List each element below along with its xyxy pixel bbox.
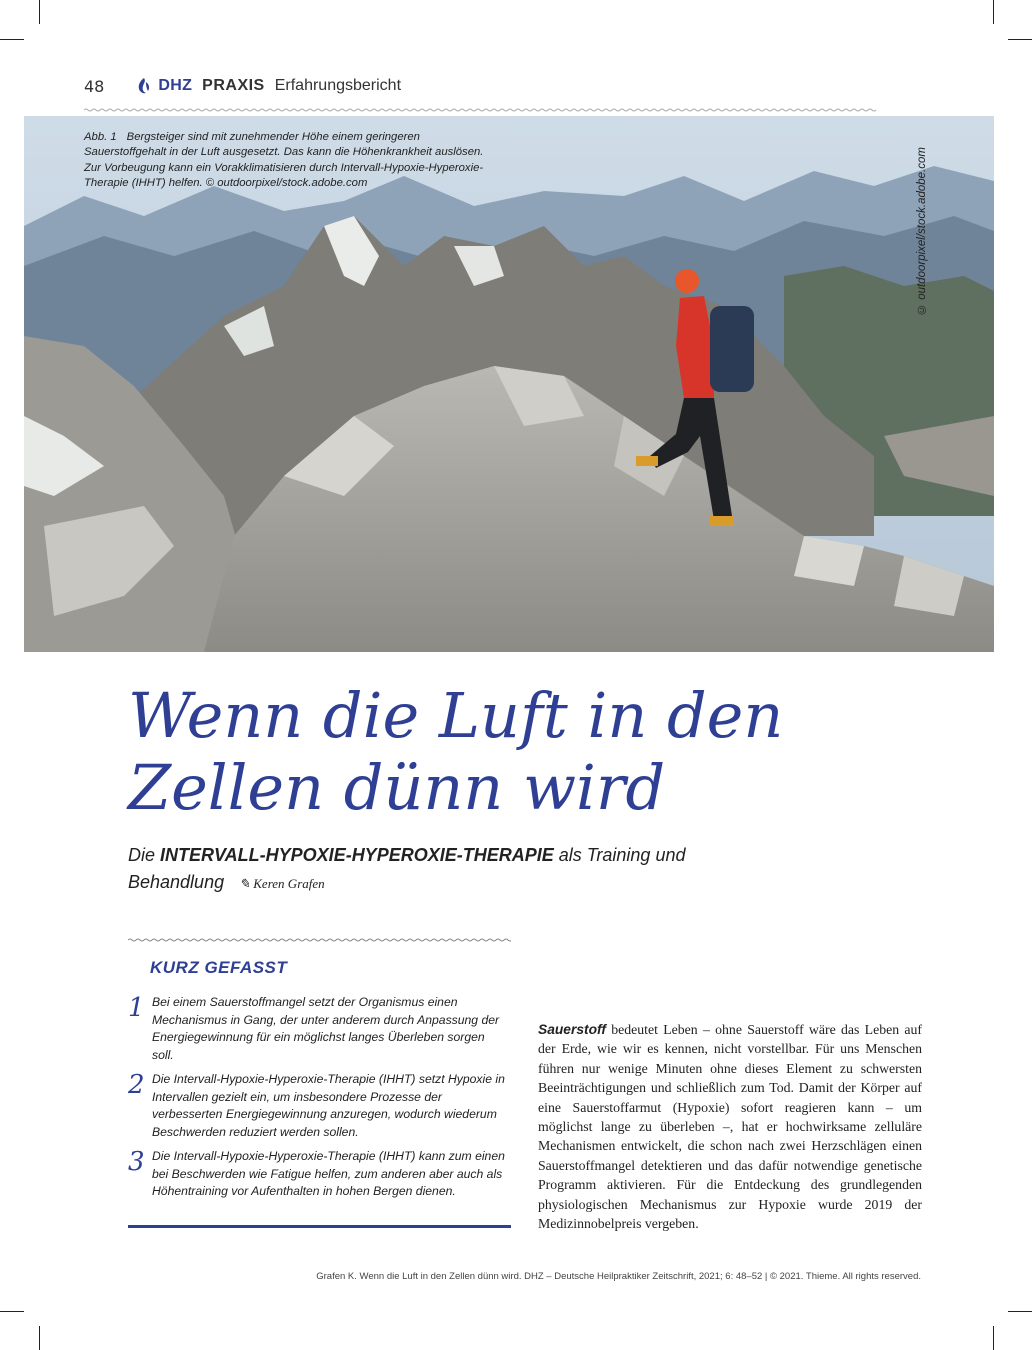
article-author — [239, 876, 325, 891]
dhz-logo — [136, 77, 192, 95]
summary-item-text: Die Intervall-Hypoxie-Hyperoxie-Therapie (IHHT) kann zum einen bei Beschwerden wie Fatigue helfen, zum anderen aber auch als Höhentraining vor Aufenthalten in hohen Bergen dienen. — [152, 1149, 505, 1198]
subtitle-suffix: als Training und Behandlung — [128, 845, 686, 892]
figure-label: Abb. 1 — [84, 131, 117, 143]
summary-list — [128, 994, 508, 1208]
summary-heading: KURZ GEFASST — [150, 958, 288, 977]
summary-item-number: 2 — [128, 1070, 145, 1100]
article-subtitle — [128, 842, 688, 897]
crop-mark — [39, 1326, 40, 1350]
section-label: PRAXIS — [202, 77, 265, 94]
figure-caption — [84, 130, 484, 191]
category-label: Erfahrungsbericht — [274, 77, 402, 94]
summary-item-number: 1 — [128, 993, 145, 1023]
body-paragraph — [538, 1020, 922, 1233]
summary-item-text: Bei einem Sauerstoffmangel setzt der Organismus einen Mechanismus in Gang, der unter anderem durch Anpassung der Energiegewinnung für ein möglichst langes Überleben sorgen soll. — [152, 995, 500, 1062]
body-lead-word: Sauerstoff — [538, 1022, 606, 1037]
citation-footer: Grafen K. Wenn die Luft in den Zellen dünn wird. DHZ – Deutsche Heilpraktiker Zeitschrift, 2021; 6: 48–52 | © 2021. Thieme. All rights reserved. — [316, 1271, 921, 1282]
subtitle-highlight: INTERVALL-HYPOXIE-HYPEROXIE-THERAPIE — [160, 845, 554, 865]
summary-bottom-rule — [128, 1225, 511, 1228]
crop-mark — [1008, 39, 1032, 40]
crop-mark — [39, 0, 40, 24]
crop-mark — [1008, 1311, 1032, 1312]
crop-mark — [0, 39, 24, 40]
author-name: Keren Grafen — [253, 876, 325, 891]
brand-name: DHZ — [158, 77, 193, 94]
crop-mark — [0, 1311, 24, 1312]
crop-mark — [993, 1326, 994, 1350]
dhz-logo-icon — [136, 77, 152, 95]
summary-item-number: 3 — [128, 1147, 145, 1177]
figure-caption-text: Bergsteiger sind mit zunehmender Höhe einem geringeren Sauerstoffgehalt in der Luft ausgesetzt. Das kann die Höhenkrankheit auslösen. Zur Vorbeugung kann ein Vorakklimatisieren durch Intervall-Hypoxie-Hyperoxie-Therapie (IHHT) helfen. © outdoorpixel/stock.adobe.com — [84, 131, 484, 189]
body-paragraph-text: bedeutet Leben – ohne Sauerstoff wäre das Leben auf der Erde, wie wir es kennen, nicht vorstellbar. Für uns Menschen führen nur wenige Minuten ohne dieses Element zu schwersten Beeinträchtigungen und schließlich zum Tod. Damit der Körper auf eine Sauerstoffarmut (Hypoxie) sofort reagieren kann – um möglichst lange zu überleben –, hat er hochwirksame zelluläre Mechanismen entwickelt, die schon nach zwei Herzschlägen einen Sauerstoffmangel detektieren und das dafür notwendige genetische Programm aktivieren. Für die Entdeckung des grundlegenden physiologischen Mechanismus zur Hypoxie wurde 2019 der Medizinnobelpreis vergeben. — [538, 1022, 922, 1232]
page-header — [84, 74, 401, 98]
photo-credit: © outdoorpixel/stock.adobe.com — [916, 147, 928, 315]
page-number: 48 — [84, 76, 105, 96]
summary-divider — [128, 938, 511, 942]
subtitle-prefix: Die — [128, 845, 161, 865]
summary-item-text: Die Intervall-Hypoxie-Hyperoxie-Therapie (IHHT) setzt Hypoxie in Intervallen gezielt ein, um insbesondere Prozesse der verbesserten Energiegewinnung anzuregen, wodurch wiederum Beschwerden reduziert werden sollen. — [152, 1072, 505, 1139]
summary-item — [128, 1071, 508, 1141]
crop-mark — [993, 0, 994, 24]
pencil-icon: ✎ — [239, 876, 251, 891]
mountain-illustration — [24, 116, 994, 652]
header-divider — [84, 108, 920, 112]
summary-item — [128, 994, 508, 1064]
article-title: Wenn die Luft in den Zellen dünn wird — [128, 679, 784, 824]
mountain-photo — [24, 116, 994, 652]
summary-item — [128, 1148, 508, 1201]
